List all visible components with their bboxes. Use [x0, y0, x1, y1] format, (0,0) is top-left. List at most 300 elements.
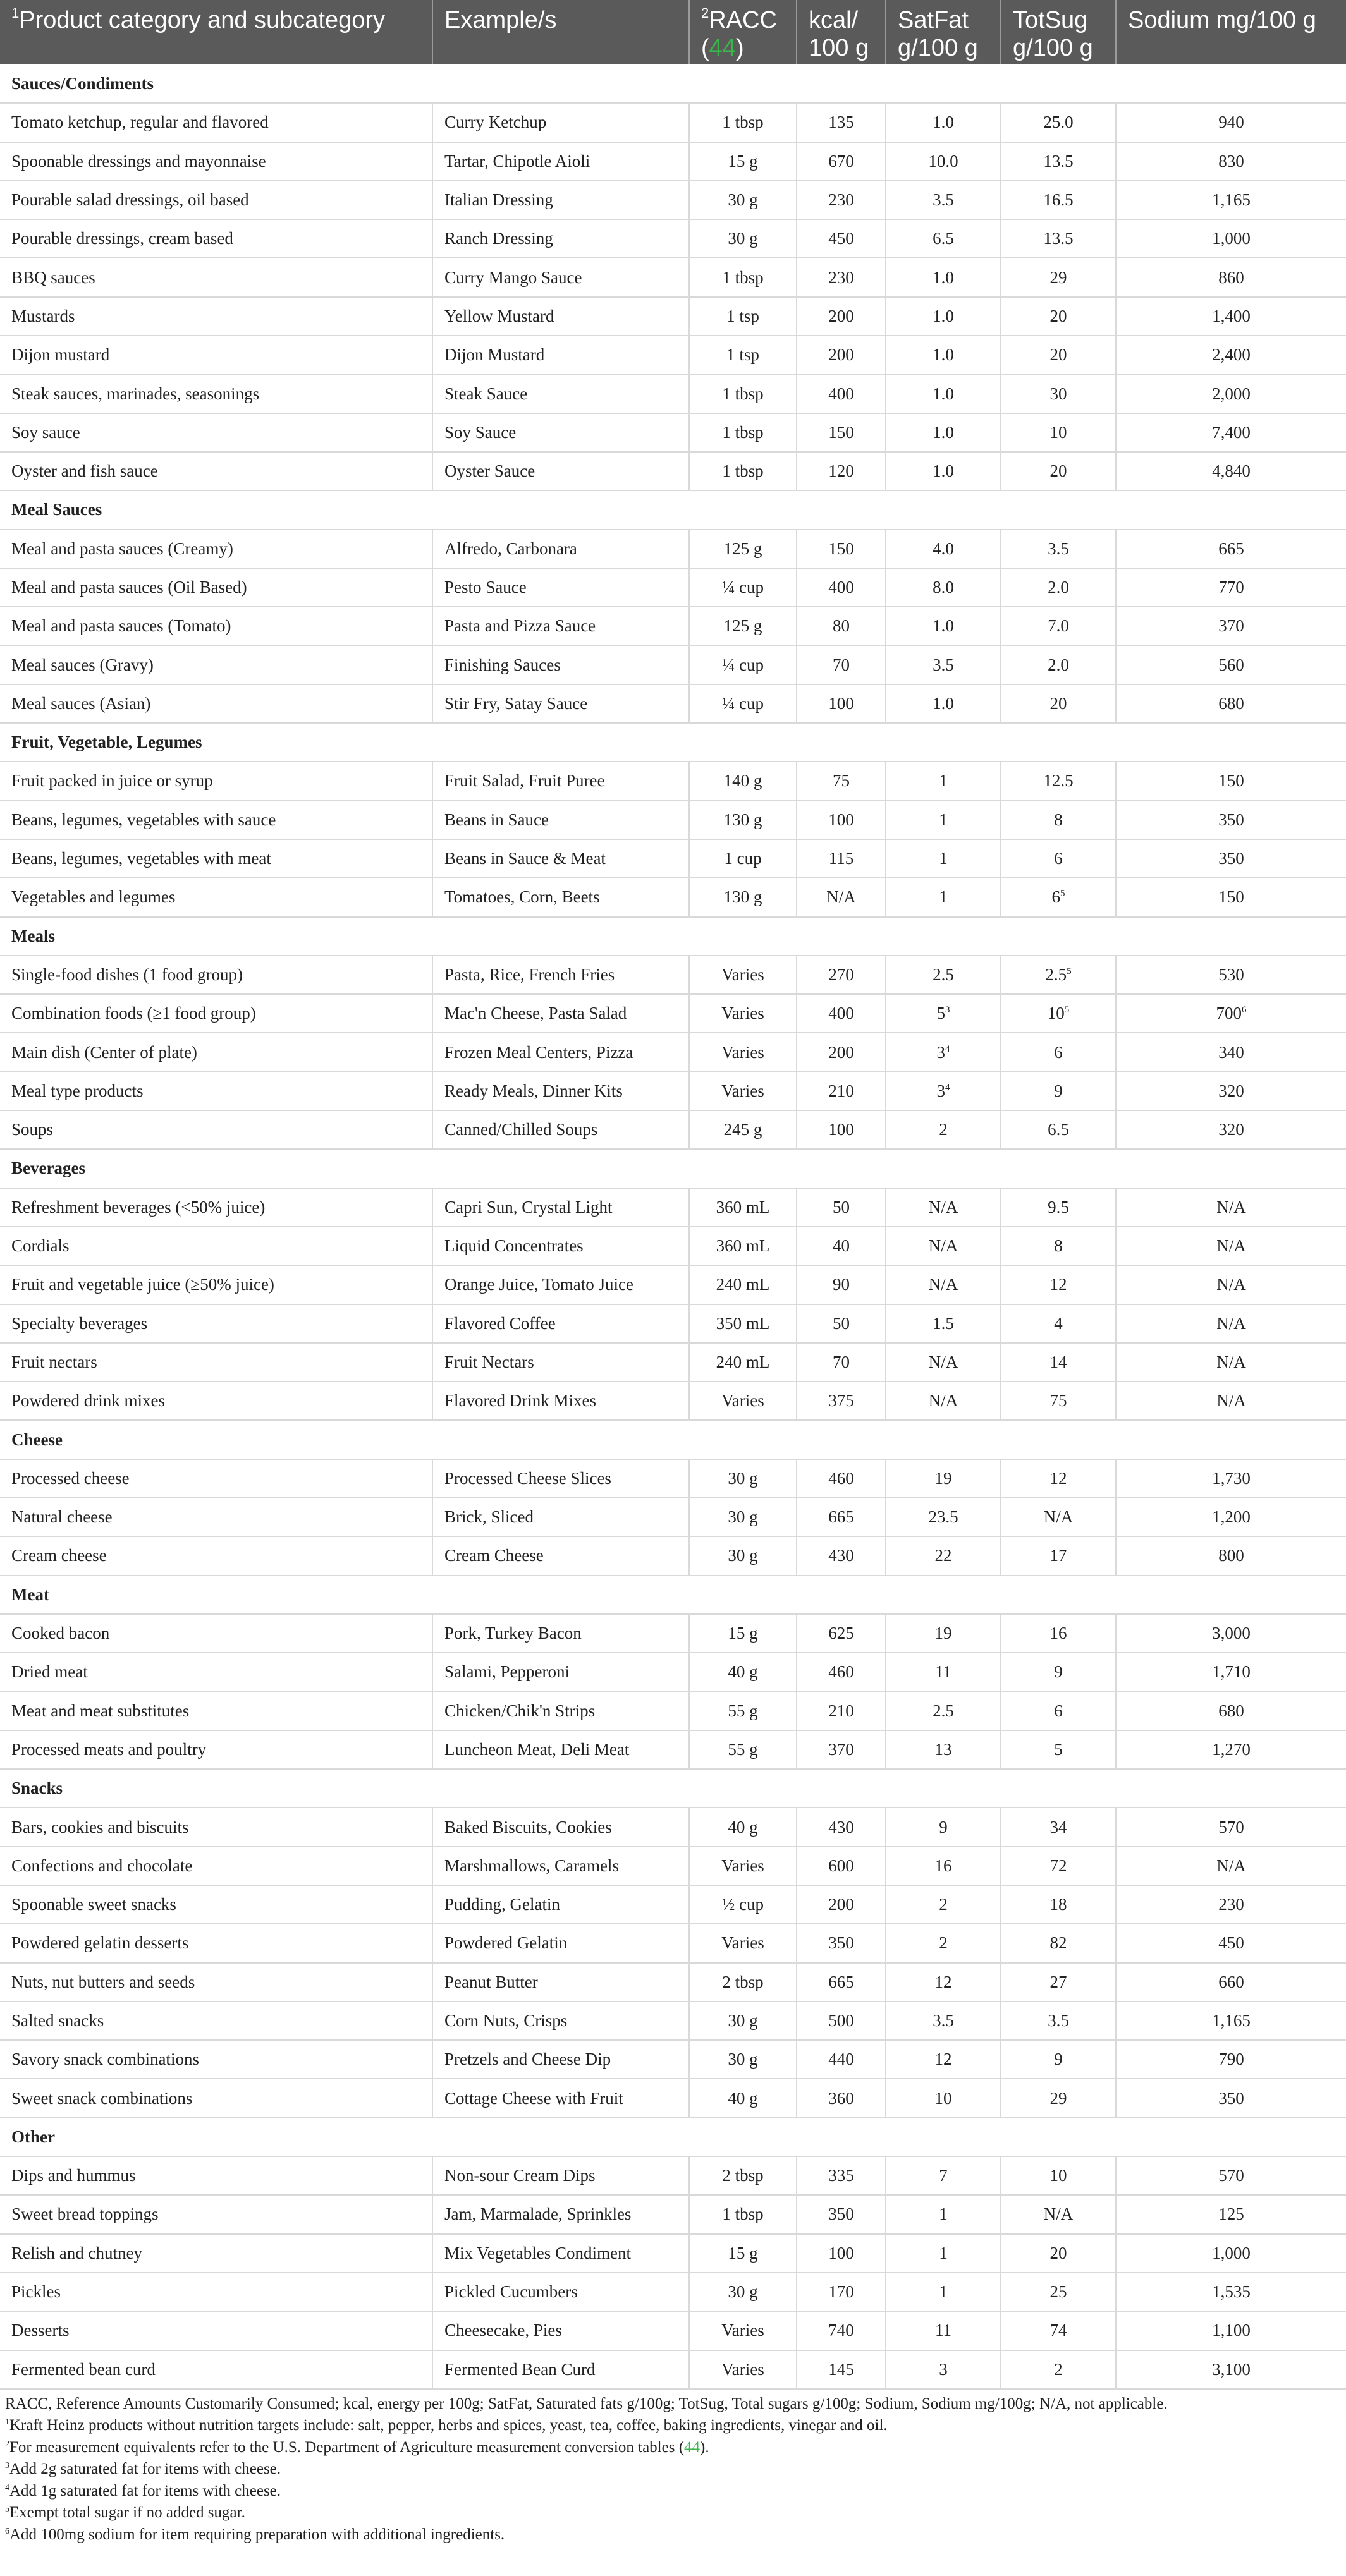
cell-kcal: 145 — [797, 2350, 886, 2389]
cell-racc: Varies — [689, 1924, 797, 1962]
section-title: Sauces/Condiments — [0, 64, 1346, 103]
cell-example: Cheesecake, Pies — [432, 2311, 689, 2350]
racc-reference-link[interactable]: 44 — [709, 35, 736, 61]
table-row — [0, 103, 1346, 142]
cell-racc: 2 tbsp — [689, 2156, 797, 2195]
cell-kcal: 400 — [797, 374, 886, 413]
cell-satfat: N/A — [886, 1188, 1001, 1227]
cell-kcal: 670 — [797, 142, 886, 181]
cell-totsug: N/A — [1001, 1498, 1116, 1536]
cell-kcal: 440 — [797, 2040, 886, 2079]
cell-sodium: 1,200 — [1116, 1498, 1346, 1536]
cell-sodium: 940 — [1116, 103, 1346, 142]
table-row — [0, 1614, 1346, 1653]
cell-sodium: 2,000 — [1116, 374, 1346, 413]
cell-kcal: 135 — [797, 103, 886, 142]
cell-kcal: 460 — [797, 1459, 886, 1498]
cell-category: BBQ sauces — [0, 258, 432, 296]
cell-satfat: N/A — [886, 1382, 1001, 1420]
cell-example: Jam, Marmalade, Sprinkles — [432, 2195, 689, 2233]
cell-example: Alfredo, Carbonara — [432, 530, 689, 568]
cell-example: Beans in Sauce & Meat — [432, 839, 689, 878]
cell-racc: Varies — [689, 1847, 797, 1885]
cell-totsug: 12 — [1001, 1459, 1116, 1498]
section-title: Cheese — [0, 1420, 1346, 1459]
cell-satfat: 1 — [886, 2273, 1001, 2311]
cell-kcal: 150 — [797, 530, 886, 568]
cell-satfat: 1.0 — [886, 413, 1001, 452]
cell-example: Soy Sauce — [432, 413, 689, 452]
cell-category: Processed cheese — [0, 1459, 432, 1498]
cell-satfat: 1.0 — [886, 297, 1001, 336]
table-row — [0, 1265, 1346, 1304]
table-row — [0, 336, 1346, 374]
cell-kcal: 400 — [797, 994, 886, 1033]
cell-racc: 30 g — [689, 2273, 797, 2311]
cell-kcal: 230 — [797, 258, 886, 296]
cell-satfat: 1.0 — [886, 452, 1001, 490]
cell-racc: 30 g — [689, 1459, 797, 1498]
cell-satfat: 3.5 — [886, 645, 1001, 684]
cell-sodium: 320 — [1116, 1110, 1346, 1149]
cell-category: Pickles — [0, 2273, 432, 2311]
cell-kcal: 460 — [797, 1653, 886, 1691]
cell-racc: 1 tsp — [689, 336, 797, 374]
cell-totsug: 13.5 — [1001, 142, 1116, 181]
cell-sodium: 800 — [1116, 1536, 1346, 1575]
cell-totsug: 9 — [1001, 2040, 1116, 2079]
cell-category: Beans, legumes, vegetables with meat — [0, 839, 432, 878]
cell-totsug: 2 — [1001, 2350, 1116, 2389]
cell-satfat — [886, 994, 1001, 1033]
cell-category: Savory snack combinations — [0, 2040, 432, 2079]
cell-racc: 55 g — [689, 1691, 797, 1730]
cell-sodium: 530 — [1116, 956, 1346, 994]
cell-category: Natural cheese — [0, 1498, 432, 1536]
section-title: Beverages — [0, 1149, 1346, 1188]
cell-sodium: 830 — [1116, 142, 1346, 181]
cell-satfat: 1 — [886, 839, 1001, 878]
cell-value: 10 — [1047, 1004, 1065, 1023]
cell-category: Fruit nectars — [0, 1343, 432, 1382]
cell-example: Baked Biscuits, Cookies — [432, 1807, 689, 1846]
header-product-category: $^1$Product category and subcategory — [0, 0, 432, 64]
cell-satfat: 3.5 — [886, 2002, 1001, 2040]
cell-satfat: 1 — [886, 2195, 1001, 2233]
cell-satfat: 4.0 — [886, 530, 1001, 568]
cell-example: Cream Cheese — [432, 1536, 689, 1575]
cell-kcal: 200 — [797, 336, 886, 374]
cell-racc: 245 g — [689, 1110, 797, 1149]
footnote-marker: 5 — [1060, 889, 1065, 899]
cell-totsug: 13.5 — [1001, 219, 1116, 258]
table-row — [0, 530, 1346, 568]
table-row — [0, 1498, 1346, 1536]
cell-totsug: 6 — [1001, 1033, 1116, 1071]
table-row — [0, 1730, 1346, 1769]
footnote-4: $^4$Add 1g saturated fat for items with cheese. — [5, 2482, 281, 2500]
cell-satfat: 9 — [886, 1807, 1001, 1846]
cell-category: Processed meats and poultry — [0, 1730, 432, 1769]
cell-kcal: 50 — [797, 1304, 886, 1343]
footnote-marker: 5 — [1067, 966, 1072, 976]
cell-kcal: 100 — [797, 2234, 886, 2273]
cell-satfat: 10 — [886, 2079, 1001, 2117]
cell-category: Cream cheese — [0, 1536, 432, 1575]
cell-kcal: 350 — [797, 2195, 886, 2233]
cell-sodium: 125 — [1116, 2195, 1346, 2233]
cell-category: Powdered drink mixes — [0, 1382, 432, 1420]
table-row — [0, 2079, 1346, 2117]
cell-category: Fruit packed in juice or syrup — [0, 762, 432, 800]
cell-kcal: 100 — [797, 801, 886, 839]
cell-satfat: N/A — [886, 1265, 1001, 1304]
cell-kcal: 600 — [797, 1847, 886, 1885]
cell-totsug: 74 — [1001, 2311, 1116, 2350]
table-row — [0, 1924, 1346, 1962]
cell-sodium — [1116, 994, 1346, 1033]
cell-satfat: 13 — [886, 1730, 1001, 1769]
cell-sodium: 770 — [1116, 568, 1346, 607]
cell-sodium: N/A — [1116, 1265, 1346, 1304]
cell-satfat: 11 — [886, 1653, 1001, 1691]
cell-racc: 1 tbsp — [689, 2195, 797, 2233]
section-header-row — [0, 917, 1346, 956]
cell-totsug: 5 — [1001, 1730, 1116, 1769]
cell-racc: 130 g — [689, 878, 797, 916]
cell-sodium: 1,710 — [1116, 1653, 1346, 1691]
table-row — [0, 1885, 1346, 1924]
table-footnotes — [0, 2390, 1346, 2546]
cell-racc: 30 g — [689, 2040, 797, 2079]
table-row — [0, 1691, 1346, 1730]
cell-kcal: 230 — [797, 181, 886, 219]
cell-totsug: N/A — [1001, 2195, 1116, 2233]
section-header-row — [0, 2118, 1346, 2156]
cell-category: Confections and chocolate — [0, 1847, 432, 1885]
cell-satfat: 16 — [886, 1847, 1001, 1885]
cell-value: 2.5 — [1045, 964, 1067, 984]
cell-totsug — [1001, 956, 1116, 994]
cell-satfat: 1 — [886, 801, 1001, 839]
header-sodium: Sodium mg/100 g — [1116, 0, 1346, 64]
cell-satfat: 1.0 — [886, 374, 1001, 413]
cell-totsug — [1001, 878, 1116, 916]
cell-sodium: 680 — [1116, 684, 1346, 723]
table-row — [0, 219, 1346, 258]
cell-example: Fruit Salad, Fruit Puree — [432, 762, 689, 800]
cell-racc: 240 mL — [689, 1343, 797, 1382]
cell-totsug: 6.5 — [1001, 1110, 1116, 1149]
header-totsug: TotSug g/100 g — [1001, 0, 1116, 64]
cell-kcal: 375 — [797, 1382, 886, 1420]
cell-satfat: 10.0 — [886, 142, 1001, 181]
cell-example: Flavored Coffee — [432, 1304, 689, 1343]
cell-satfat: 1.0 — [886, 258, 1001, 296]
cell-racc: 360 mL — [689, 1188, 797, 1227]
cell-sodium: 3,100 — [1116, 2350, 1346, 2389]
cell-kcal: 150 — [797, 413, 886, 452]
cell-satfat: 19 — [886, 1459, 1001, 1498]
cell-totsug: 14 — [1001, 1343, 1116, 1382]
cell-sodium: N/A — [1116, 1382, 1346, 1420]
section-title: Snacks — [0, 1769, 1346, 1807]
cell-totsug: 29 — [1001, 2079, 1116, 2117]
cell-category: Spoonable dressings and mayonnaise — [0, 142, 432, 181]
footnote-marker: 5 — [1064, 1005, 1070, 1016]
cell-satfat: 22 — [886, 1536, 1001, 1575]
cell-example: Capri Sun, Crystal Light — [432, 1188, 689, 1227]
cell-racc: ¼ cup — [689, 568, 797, 607]
cell-value: 3 — [936, 1081, 945, 1100]
cell-totsug: 9 — [1001, 1653, 1116, 1691]
footnote-3: $^3$Add 2g saturated fat for items with cheese. — [5, 2460, 281, 2478]
cell-satfat: 23.5 — [886, 1498, 1001, 1536]
cell-totsug: 29 — [1001, 258, 1116, 296]
cell-racc: 1 tbsp — [689, 413, 797, 452]
cell-totsug: 8 — [1001, 1227, 1116, 1265]
cell-totsug: 25 — [1001, 2273, 1116, 2311]
cell-example: Pasta and Pizza Sauce — [432, 607, 689, 645]
cell-example: Ready Meals, Dinner Kits — [432, 1072, 689, 1110]
cell-racc: ½ cup — [689, 1885, 797, 1924]
cell-racc: Varies — [689, 1033, 797, 1071]
table-row — [0, 2195, 1346, 2233]
cell-totsug: 10 — [1001, 413, 1116, 452]
table-row — [0, 2040, 1346, 2079]
cell-category: Cordials — [0, 1227, 432, 1265]
table-row — [0, 1343, 1346, 1382]
cell-sodium: 860 — [1116, 258, 1346, 296]
section-header-row — [0, 1420, 1346, 1459]
cell-sodium: 1,730 — [1116, 1459, 1346, 1498]
cell-kcal: 335 — [797, 2156, 886, 2195]
table-body — [0, 64, 1346, 2389]
cell-sodium: 680 — [1116, 1691, 1346, 1730]
cell-sodium: 230 — [1116, 1885, 1346, 1924]
cell-value: 700 — [1216, 1004, 1242, 1023]
cell-example: Fermented Bean Curd — [432, 2350, 689, 2389]
table-row — [0, 1459, 1346, 1498]
cell-racc: 40 g — [689, 1807, 797, 1846]
cell-category: Pourable salad dressings, oil based — [0, 181, 432, 219]
cell-satfat — [886, 1072, 1001, 1110]
cell-example: Mix Vegetables Condiment — [432, 2234, 689, 2273]
cell-racc: ¼ cup — [689, 684, 797, 723]
cell-kcal: 90 — [797, 1265, 886, 1304]
cell-category: Tomato ketchup, regular and flavored — [0, 103, 432, 142]
cell-racc: 1 cup — [689, 839, 797, 878]
cell-example: Pretzels and Cheese Dip — [432, 2040, 689, 2079]
cell-satfat — [886, 1033, 1001, 1071]
footnote-5: $^5$Exempt total sugar if no added sugar. — [5, 2504, 245, 2522]
cell-racc: 30 g — [689, 2002, 797, 2040]
table-row — [0, 645, 1346, 684]
cell-sodium: 1,000 — [1116, 219, 1346, 258]
cell-example: Fruit Nectars — [432, 1343, 689, 1382]
cell-sodium: 560 — [1116, 645, 1346, 684]
table-row — [0, 1536, 1346, 1575]
cell-kcal: 100 — [797, 684, 886, 723]
cell-category: Spoonable sweet snacks — [0, 1885, 432, 1924]
cell-kcal: 210 — [797, 1072, 886, 1110]
cell-value: 3 — [936, 1042, 945, 1062]
cell-category: Dried meat — [0, 1653, 432, 1691]
footnote-abbreviations: RACC, Reference Amounts Customarily Consumed; kcal, energy per 100g; SatFat, Saturated fats g/100g; TotSug, Total sugars g/100g; Sodium, Sodium mg/100g; N/A, not applicable. — [5, 2395, 1168, 2412]
table-row — [0, 2002, 1346, 2040]
cell-sodium: 350 — [1116, 839, 1346, 878]
cell-kcal: 200 — [797, 297, 886, 336]
cell-category: Meal and pasta sauces (Tomato) — [0, 607, 432, 645]
cell-totsug: 4 — [1001, 1304, 1116, 1343]
cell-racc: 15 g — [689, 2234, 797, 2273]
cell-category: Relish and chutney — [0, 2234, 432, 2273]
table-row — [0, 1653, 1346, 1691]
cell-example: Salami, Pepperoni — [432, 1653, 689, 1691]
cell-kcal: 50 — [797, 1188, 886, 1227]
footnote-6: $^6$Add 100mg sodium for item requiring preparation with additional ingredients. — [5, 2525, 505, 2543]
cell-kcal: 70 — [797, 1343, 886, 1382]
cell-racc: Varies — [689, 1382, 797, 1420]
cell-example: Mac'n Cheese, Pasta Salad — [432, 994, 689, 1033]
cell-totsug: 9.5 — [1001, 1188, 1116, 1227]
cell-racc: ¼ cup — [689, 645, 797, 684]
cell-satfat: 7 — [886, 2156, 1001, 2195]
cell-example: Luncheon Meat, Deli Meat — [432, 1730, 689, 1769]
cell-example: Processed Cheese Slices — [432, 1459, 689, 1498]
table-row — [0, 2273, 1346, 2311]
cell-kcal: 80 — [797, 607, 886, 645]
cell-totsug: 3.5 — [1001, 2002, 1116, 2040]
table-row — [0, 142, 1346, 181]
cell-sodium: 150 — [1116, 762, 1346, 800]
table-row — [0, 2311, 1346, 2350]
cell-kcal: 350 — [797, 1924, 886, 1962]
cell-racc: 55 g — [689, 1730, 797, 1769]
cell-category: Combination foods (≥1 food group) — [0, 994, 432, 1033]
cell-satfat: 1.0 — [886, 607, 1001, 645]
section-title: Fruit, Vegetable, Legumes — [0, 723, 1346, 762]
cell-example: Oyster Sauce — [432, 452, 689, 490]
cell-example: Pickled Cucumbers — [432, 2273, 689, 2311]
table-row — [0, 1072, 1346, 1110]
table-row — [0, 1110, 1346, 1149]
cell-totsug: 6 — [1001, 839, 1116, 878]
cell-totsug: 34 — [1001, 1807, 1116, 1846]
cell-racc: 30 g — [689, 181, 797, 219]
footnote-marker: 3 — [945, 1005, 950, 1016]
cell-example: Cottage Cheese with Fruit — [432, 2079, 689, 2117]
cell-sodium: 1,100 — [1116, 2311, 1346, 2350]
cell-racc: 1 tbsp — [689, 452, 797, 490]
cell-sodium: 665 — [1116, 530, 1346, 568]
cell-example: Ranch Dressing — [432, 219, 689, 258]
cell-category: Meal type products — [0, 1072, 432, 1110]
cell-totsug: 3.5 — [1001, 530, 1116, 568]
cell-kcal: 75 — [797, 762, 886, 800]
cell-category: Powdered gelatin desserts — [0, 1924, 432, 1962]
cell-example: Chicken/Chik'n Strips — [432, 1691, 689, 1730]
cell-totsug: 25.0 — [1001, 103, 1116, 142]
cell-satfat: 19 — [886, 1614, 1001, 1653]
cell-kcal: 665 — [797, 1498, 886, 1536]
cell-sodium: N/A — [1116, 1188, 1346, 1227]
cell-kcal: 740 — [797, 2311, 886, 2350]
cell-category: Dips and hummus — [0, 2156, 432, 2195]
cell-example: Pesto Sauce — [432, 568, 689, 607]
cell-sodium: 1,165 — [1116, 2002, 1346, 2040]
cell-example: Peanut Butter — [432, 1963, 689, 2002]
cell-kcal: 115 — [797, 839, 886, 878]
cell-racc: 30 g — [689, 1536, 797, 1575]
cell-totsug: 20 — [1001, 452, 1116, 490]
cell-sodium: 7,400 — [1116, 413, 1346, 452]
cell-satfat: 12 — [886, 2040, 1001, 2079]
cell-category: Refreshment beverages (<50% juice) — [0, 1188, 432, 1227]
cell-totsug: 16 — [1001, 1614, 1116, 1653]
cell-totsug: 7.0 — [1001, 607, 1116, 645]
cell-example: Beans in Sauce — [432, 801, 689, 839]
cell-sodium: 1,535 — [1116, 2273, 1346, 2311]
cell-racc: 1 tsp — [689, 297, 797, 336]
cell-satfat: 1.0 — [886, 103, 1001, 142]
cell-racc: 40 g — [689, 2079, 797, 2117]
cell-example: Italian Dressing — [432, 181, 689, 219]
cell-category: Steak sauces, marinades, seasonings — [0, 374, 432, 413]
table-row — [0, 2234, 1346, 2273]
cell-satfat: 2 — [886, 1924, 1001, 1962]
cell-example: Steak Sauce — [432, 374, 689, 413]
cell-kcal: 450 — [797, 219, 886, 258]
cell-sodium: N/A — [1116, 1227, 1346, 1265]
cell-category: Cooked bacon — [0, 1614, 432, 1653]
cell-kcal: 500 — [797, 2002, 886, 2040]
cell-kcal: 120 — [797, 452, 886, 490]
cell-totsug: 8 — [1001, 801, 1116, 839]
cell-example: Frozen Meal Centers, Pizza — [432, 1033, 689, 1071]
cell-example: Flavored Drink Mixes — [432, 1382, 689, 1420]
cell-kcal: 430 — [797, 1807, 886, 1846]
cell-racc: 1 tbsp — [689, 374, 797, 413]
cell-example: Non-sour Cream Dips — [432, 2156, 689, 2195]
cell-sodium: 350 — [1116, 2079, 1346, 2117]
cell-totsug: 12.5 — [1001, 762, 1116, 800]
cell-category: Meal and pasta sauces (Creamy) — [0, 530, 432, 568]
table-header — [0, 0, 1346, 64]
cell-totsug: 82 — [1001, 1924, 1116, 1962]
cell-totsug — [1001, 994, 1116, 1033]
cell-satfat: 1 — [886, 762, 1001, 800]
cell-racc: 140 g — [689, 762, 797, 800]
cell-racc: 1 tbsp — [689, 103, 797, 142]
cell-satfat: 3 — [886, 2350, 1001, 2389]
table-row — [0, 878, 1346, 916]
cell-category: Pourable dressings, cream based — [0, 219, 432, 258]
cell-sodium: 570 — [1116, 2156, 1346, 2195]
footnote-reference-link[interactable]: 44 — [684, 2438, 701, 2456]
cell-sodium: N/A — [1116, 1304, 1346, 1343]
cell-kcal: 200 — [797, 1885, 886, 1924]
cell-satfat: 1.0 — [886, 684, 1001, 723]
cell-kcal: 70 — [797, 645, 886, 684]
cell-kcal: 170 — [797, 2273, 886, 2311]
cell-kcal: 625 — [797, 1614, 886, 1653]
cell-example: Curry Mango Sauce — [432, 258, 689, 296]
cell-category: Dijon mustard — [0, 336, 432, 374]
table-row — [0, 956, 1346, 994]
cell-satfat: N/A — [886, 1227, 1001, 1265]
cell-category: Desserts — [0, 2311, 432, 2350]
